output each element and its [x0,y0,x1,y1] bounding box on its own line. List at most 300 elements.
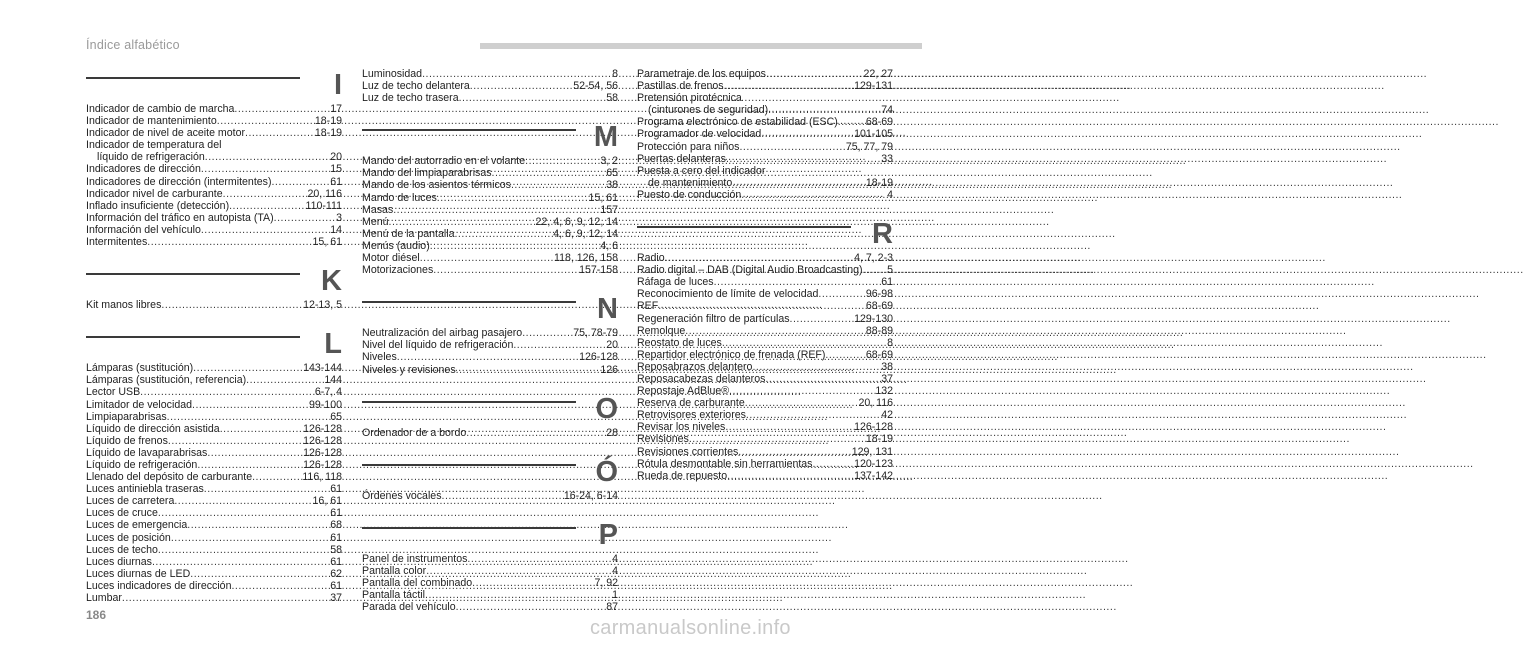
entry-page-ref: 12-13, 5 [303,299,342,312]
entry-leader-dots [201,224,330,236]
entry-leader-dots [768,104,881,116]
entry-term: Llenado del depósito de carburante [86,471,253,484]
index-entry [86,236,342,248]
entry-leader-dots [147,236,312,248]
entry-page-ref: 61 [881,276,893,289]
index-entry [362,427,618,439]
entry-page-ref: 75, 77, 79 [845,140,893,153]
entry-term: Limitador de velocidad [86,398,192,411]
index-entry [362,228,618,240]
entry-page-ref: 126-128 [579,351,618,364]
entry-term: Reconocimiento de límite de velocidad [637,288,819,301]
section-rule [362,527,576,529]
entry-leader-dots [472,577,594,589]
entry-term: Reostato de luces [637,336,722,349]
entry-page-ref: 116, 118 [302,471,342,484]
entry-leader-dots [818,288,866,300]
entry-page-ref: 33 [881,152,893,165]
entry-term: Indicador nivel de carburante [86,187,223,200]
entry-leader-dots [274,212,336,224]
entry-term: Limpiaparabrisas [86,410,167,423]
entry-leader-dots [122,592,330,604]
index-entry [362,553,618,565]
index-entry [362,192,618,204]
index-entry [637,177,893,189]
entry-term: Líquido de refrigeración [86,458,198,471]
section-letter: I [333,69,342,101]
entry-term: Ordenador de a bordo [362,426,467,439]
entry-term: Pastillas de frenos [637,80,724,93]
section-letter: N [597,293,618,326]
entry-leader-dots [425,589,612,601]
entry-leader-dots [168,435,303,447]
entry-leader-dots [420,252,554,264]
entry-term: Pretensión pirotécnica [637,92,742,105]
entry-page-ref: 101-105 [854,128,893,141]
entry-leader-dots [714,276,882,288]
entry-leader-dots [217,115,315,127]
entry-page-ref: 120-123 [854,457,893,470]
entry-page-ref: 61 [330,507,342,520]
entry-term: líquido de refrigeración [97,151,205,164]
index-entry [637,128,893,140]
entry-page-ref: 37 [881,372,893,385]
entry-page-ref: 17 [330,103,342,115]
index-entry [362,167,618,179]
index-section [637,68,893,201]
entry-leader-dots [433,264,579,276]
entry-leader-dots [838,116,866,128]
index-entry [362,216,618,228]
index-entry [362,179,618,191]
section-spacer [637,201,893,217]
entry-leader-dots [741,189,887,201]
index-entry [637,116,893,128]
index-entry [86,411,342,423]
entry-leader-dots [732,177,866,189]
entry-term: Indicador de temperatura del [86,139,222,152]
entry-page-ref: 68-69 [865,348,893,361]
entry-leader-dots [220,423,303,435]
index-entry [86,299,342,311]
entry-leader-dots [790,313,855,325]
index-entry [86,163,342,175]
entry-page-ref: 6-7, 4 [314,386,342,399]
entry-term: Protección para niños [637,140,740,153]
entry-term: Lámparas (sustitución) [86,362,194,375]
entry-page-ref: 62 [330,567,342,580]
entry-page-ref: 8 [887,336,893,349]
entry-page-ref: 132 [875,385,893,398]
index-entry [362,589,618,601]
entry-leader-dots [140,386,315,398]
index-entry [86,495,342,507]
index-entry [86,580,342,592]
entry-leader-dots [246,374,324,386]
section-heading [637,217,893,252]
section-heading [362,120,618,155]
entry-page-ref: 126-128 [303,434,342,447]
entry-term: Indicador de nivel de aceite motor [86,127,245,140]
entry-page-ref: 3 [336,211,342,224]
entry-page-ref: 126-128 [303,446,342,459]
entry-page-ref: 18-19 [314,127,342,140]
entry-leader-dots [234,103,330,115]
index-entry [637,153,893,165]
index-entry [86,568,342,580]
entry-page-ref: 144 [324,374,342,387]
entry-leader-dots [187,519,330,531]
entry-term: Luz de techo delantera [362,80,470,93]
entry-page-ref: 42 [881,409,893,422]
index-entry [86,471,342,483]
entry-page-ref: 16-24, 6-14 [563,489,618,502]
entry-term: Menú [362,215,389,228]
entry-term: de mantenimiento [648,176,733,189]
entry-leader-dots [205,151,330,163]
section-heading [362,518,618,553]
index-entry [637,288,893,300]
entry-leader-dots [437,192,589,204]
index-entry [637,276,893,288]
section-spacer [362,502,618,518]
entry-leader-dots [201,163,330,175]
index-entry [86,224,342,236]
index-entry [86,151,342,163]
entry-leader-dots [729,385,875,397]
index-entry [637,68,893,80]
entry-term: Luces diurnas [86,555,152,568]
section-heading [86,327,342,362]
index-entry [86,556,342,568]
entry-term: Luz de techo trasera [362,92,459,105]
entry-leader-dots [726,153,881,165]
entry-term: Luces de techo [86,543,158,556]
entry-leader-dots [739,141,845,153]
entry-term: Puesta a cero del indicador [637,164,766,177]
entry-term: Repartidor electrónico de frenada (REF) [637,348,826,361]
index-section [86,311,342,604]
index-entry [637,446,893,458]
entry-term: Líquido de dirección asistida [86,422,220,435]
entry-term: REF [637,300,659,313]
entry-page-ref: 20, 116 [307,187,342,200]
entry-page-ref: 18-19 [314,115,342,128]
entry-page-ref: 14 [330,223,342,236]
entry-leader-dots [658,300,866,312]
entry-page-ref: 126-128 [303,422,342,435]
entry-leader-dots [513,339,606,351]
index-entry [637,313,893,325]
entry-page-ref: 68 [330,519,342,532]
entry-term: Indicadores de dirección [86,163,201,176]
entry-leader-dots [456,601,607,613]
entry-term: Información del vehículo [86,223,201,236]
entry-term: Pantalla del combinado [362,576,473,589]
section-heading [86,264,342,299]
entry-page-ref: 3, 2 [600,155,618,168]
section-spacer [362,276,618,292]
entry-page-ref: 4 [612,552,618,565]
entry-page-ref: 61 [330,531,342,544]
entry-leader-dots [190,568,330,580]
section-spacer [86,248,342,264]
entry-page-ref: 87 [606,601,618,614]
entry-page-ref: 4, 7, 2-3 [854,252,893,265]
entry-page-ref: 37 [330,592,342,604]
entry-term: Neutralización del airbag pasajero [362,327,523,340]
entry-term: Información del tráfico en autopista (TA) [86,211,274,224]
entry-page-ref: 15, 61 [312,236,342,249]
entry-leader-dots [223,188,308,200]
entry-term: Indicador de cambio de marcha [86,103,235,115]
index-entry [86,188,342,200]
entry-page-ref: 15, 61 [588,191,618,204]
index-entry [86,103,342,115]
entry-leader-dots [207,447,303,459]
entry-page-ref: 118, 126, 158 [553,252,618,265]
index-entry [86,447,342,459]
index-section [362,376,618,439]
entry-page-ref: 99-100 [309,398,342,411]
entry-page-ref: 7, 92 [594,576,618,589]
watermark: carmanualsonline.info [590,617,791,639]
entry-term: Revisar los niveles [637,421,726,434]
index-entry [637,397,893,409]
entry-leader-dots [174,495,312,507]
index-entry [637,421,893,433]
entry-term: Puertas delanteras [637,152,726,165]
index-entry [362,252,618,264]
entry-term: Programador de velocidad [637,128,762,141]
index-entry [86,374,342,386]
index-entry [637,189,893,201]
entry-term: Reposacabezas delanteros [637,372,766,385]
index-entry [86,200,342,212]
index-column-3 [637,68,893,482]
entry-leader-dots [271,176,330,188]
entry-term: Pantalla táctil [362,589,426,602]
entry-leader-dots [812,458,854,470]
entry-leader-dots [422,68,612,80]
entry-leader-dots [193,362,303,374]
entry-term: Líquido de lavaparabrisas [86,446,208,459]
entry-term: Mando de luces [362,191,437,204]
entry-page-ref: 4 [612,564,618,577]
section-rule [362,129,576,131]
entry-leader-dots [192,399,309,411]
section-letter: L [324,328,342,361]
index-entry [86,544,342,556]
entry-page-ref: 137-142 [854,469,893,482]
index-column-1 [86,68,342,604]
entry-term: Indicador de mantenimiento [86,115,217,128]
section-heading [362,392,618,427]
entry-term: Órdenes vocales [362,489,442,502]
entry-page-ref: 28 [606,426,618,439]
index-entry [637,373,893,385]
index-entry [86,592,342,604]
entry-leader-dots [459,92,607,104]
index-entry [86,115,342,127]
section-rule [362,301,576,303]
entry-term: Luminosidad [362,68,423,80]
entry-page-ref: 20 [606,339,618,352]
index-section [86,68,342,248]
entry-page-ref: 61 [330,555,342,568]
entry-page-ref: 88-89 [865,324,893,337]
entry-leader-dots [725,421,854,433]
index-entry [637,165,893,177]
entry-leader-dots [442,490,564,502]
entry-page-ref: 68-69 [865,300,893,313]
entry-term: Lector USB [86,386,141,399]
section-rule [362,401,576,403]
index-entry [637,433,893,445]
index-entry [362,80,618,92]
entry-term: Radio digital – DAB (Digital Audio Broadcasting) [637,264,863,277]
entry-leader-dots [492,167,607,179]
entry-term: Repostaje AdBlue® [637,385,730,398]
entry-term: Luces de emergencia [86,519,188,532]
index-entry [637,361,893,373]
section-letter: O [595,392,618,425]
section-spacer [86,311,342,327]
index-entry [637,458,893,470]
page-number: 186 [86,608,107,622]
entry-leader-dots [456,364,601,376]
index-entry [362,204,618,216]
entry-term: Mando del limpiaparabrisas [362,167,492,180]
entry-term: Parametraje de los equipos [637,68,766,80]
entry-leader-dots [470,80,573,92]
entry-leader-dots [389,216,536,228]
entry-leader-dots [158,544,330,556]
entry-term: Inflado insuficiente (detección) [86,199,230,212]
section-letter: M [593,121,618,154]
index-entry [637,325,893,337]
entry-term: Mando del autorradio en el volante [362,155,526,168]
index-entry [86,423,342,435]
index-section [86,248,342,311]
index-entry [362,92,618,104]
entry-leader-dots [466,427,606,439]
index-entry [362,490,618,502]
index-entry [86,176,342,188]
entry-term: Radio [637,252,665,265]
entry-page-ref: 157 [600,203,618,216]
entry-term: Motorizaciones [362,264,434,277]
entry-leader-dots [665,252,854,264]
index-entry [362,155,618,167]
entry-leader-dots [522,327,573,339]
index-entry [86,435,342,447]
entry-term: Revisiones [637,433,689,446]
index-entry [637,92,893,104]
entry-leader-dots [231,580,330,592]
index-entry [86,519,342,531]
entry-term: Ráfaga de luces [637,276,714,289]
entry-term: Menú de la pantalla [362,227,455,240]
index-section [362,276,618,375]
index-section [362,68,618,104]
index-entry [86,507,342,519]
entry-page-ref: 8 [612,68,618,80]
entry-leader-dots [746,409,881,421]
entry-leader-dots [245,127,315,139]
entry-term: Mando de los asientos térmicos [362,179,511,192]
entry-term: Intermitentes [86,236,148,249]
entry-page-ref: 20 [330,151,342,164]
index-entry [637,300,893,312]
index-entry [637,470,893,482]
index-entry [86,483,342,495]
index-entry [362,565,618,577]
entry-page-ref: 126-128 [854,421,893,434]
entry-page-ref: 74 [881,104,893,117]
section-spacer [362,376,618,392]
index-section [362,104,618,276]
entry-leader-dots [393,204,600,216]
entry-leader-dots [229,200,305,212]
entry-leader-dots [252,471,302,483]
entry-term: Remolque [637,324,686,337]
entry-term: Revisiones corrientes [637,445,739,458]
index-entry [86,212,342,224]
entry-page-ref: 52-54, 56 [573,80,618,93]
entry-leader-dots [689,433,866,445]
entry-page-ref: 75, 78-79 [573,327,618,340]
section-rule [86,77,300,79]
entry-page-ref: 96-98 [865,288,893,301]
entry-term: Programa electrónico de estabilidad (ESC) [637,116,838,129]
entry-page-ref: 18-19 [865,176,893,189]
index-entry [637,385,893,397]
entry-term: Kit manos libres [86,299,162,312]
index-entry [362,351,618,363]
entry-leader-dots [765,373,881,385]
index-entry [637,141,893,153]
index-entry [86,386,342,398]
entry-term: Luces de carretera [86,495,175,508]
entry-leader-dots [745,397,859,409]
entry-page-ref: 68-69 [865,116,893,129]
section-rule [362,464,576,466]
entry-term: Retrovisores exteriores [637,409,746,422]
section-letter: P [598,518,618,551]
index-entry [637,409,893,421]
index-entry [86,127,342,139]
entry-term: Niveles y revisiones [362,363,456,376]
header-bar [480,43,922,49]
index-entry [86,139,342,151]
entry-leader-dots [467,553,612,565]
entry-term: Motor diésel [362,252,420,265]
index-entry [637,104,893,116]
entry-leader-dots [158,507,330,519]
entry-term: Panel de instrumentos [362,552,468,565]
entry-leader-dots [685,325,866,337]
entry-page-ref: 38 [606,179,618,192]
entry-term: Menús (audio) [362,239,430,252]
entry-leader-dots [430,240,601,252]
entry-term: Regeneración filtro de partículas [637,312,790,325]
entry-page-ref: 1 [612,589,618,602]
section-letter: K [321,265,342,298]
entry-page-ref: 129, 131 [851,445,893,458]
index-entry [362,601,618,613]
entry-term: (cinturones de seguridad) [648,104,769,117]
